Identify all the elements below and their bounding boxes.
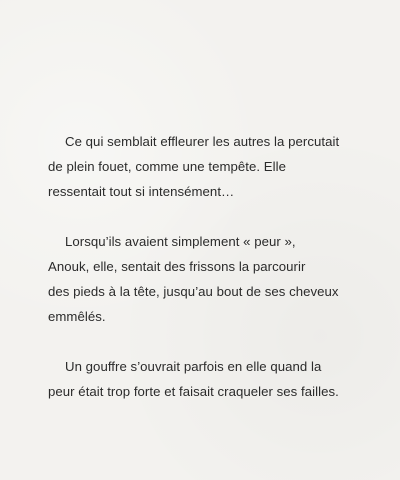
paragraph-line: des pieds à la tête, jusqu’au bout de ses cheveux: [48, 284, 339, 299]
paragraph-line: Lorsqu’ils avaient simplement « peur »,: [65, 234, 296, 249]
paragraph-2: [48, 229, 378, 329]
paragraph-line: Ce qui semblait effleurer les autres la percutait: [65, 134, 340, 149]
paragraph-1: [48, 129, 378, 204]
paragraph-line: emmêlés.: [48, 309, 106, 324]
paragraph-line: ressentait tout si intensément…: [48, 184, 235, 199]
paragraph-line: Un gouffre s’ouvrait parfois en elle quand la: [65, 359, 322, 374]
paragraph-line: Anouk, elle, sentait des frissons la parcourir: [48, 259, 306, 274]
paragraph-3: [48, 354, 378, 404]
paragraph-line: peur était trop forte et faisait craqueler ses failles.: [48, 384, 339, 399]
paragraph-line: de plein fouet, comme une tempête. Elle: [48, 159, 286, 174]
